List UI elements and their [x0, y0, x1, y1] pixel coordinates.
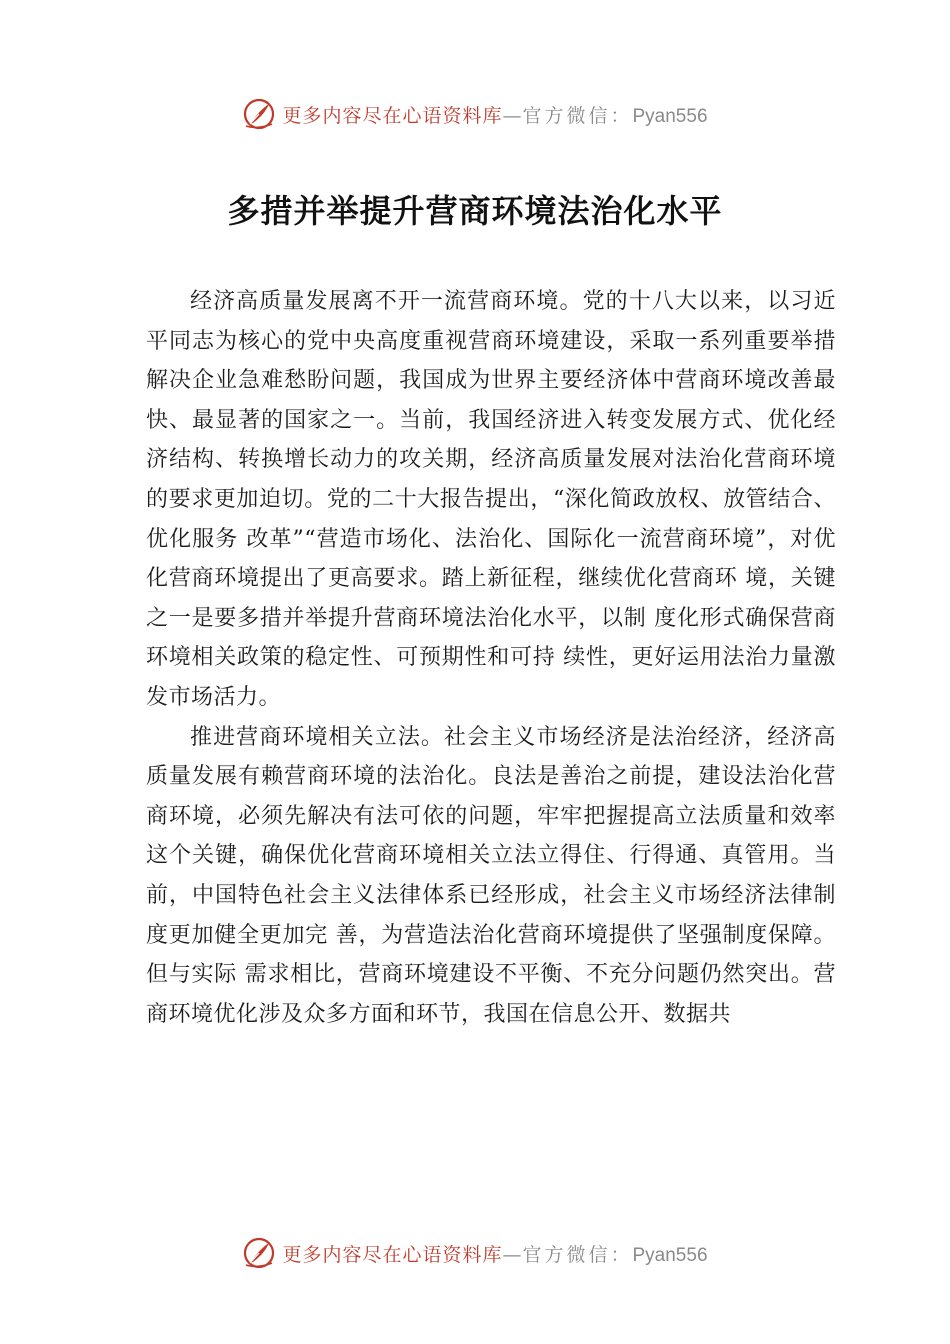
header-watermark [0, 94, 950, 134]
watermark-wechat-id: Pyan556 [632, 105, 708, 127]
watermark-text [282, 101, 707, 128]
quill-pen-logo-icon [242, 1236, 276, 1270]
watermark-wechat-id: Pyan556 [632, 1244, 708, 1266]
watermark-brand: 更多内容尽在心语资料库 [282, 104, 503, 127]
watermark-wechat-label: 官方微信： [522, 1243, 633, 1266]
watermark-brand: 更多内容尽在心语资料库 [282, 1243, 503, 1266]
quill-pen-logo-icon [242, 97, 276, 131]
paragraph-legislation: 推进营商环境相关立法。社会主义市场经济是法治经济，经济高质量发展有赖营商环境的法治化。良法是善治之前提，建设法治化营商环境，必须先解决有法可依的问题，牢牢把握提高立法质量和效率这个关键，确保优化营商环境相关立法立得住、行得通、真管用。当前，中国特色社会主义法律体系已经形成，社会主义市场经济法律制度更加健全更加完 善，为营造法治化营商环境提供了坚强制度保障。但与实际 需求相比，营商环境建设不平衡、不充分问题仍然突出。营 商环境优化涉及众多方面和环节，我国在信息公开、数据共 [146, 724, 836, 1027]
watermark-dash: — [502, 1243, 523, 1266]
footer-watermark [0, 1233, 950, 1273]
watermark-dash: — [502, 104, 523, 127]
paragraph-intro: 经济高质量发展离不开一流营商环境。党的十八大以来，以习近平同志为核心的党中央高度重视营商环境建设，采取一系列重要举措解决企业急难愁盼问题，我国成为世界主要经济体中营商环境改善最快、最显著的国家之一。当前，我国经济进入转变发展方式、优化经济结构、转换增长动力的攻关期，经济高质量发展对法治化营商环境的要求更加迫切。党的二十大报告提出，“深化简政放权、放管结合、优化服务 改革”“营造市场化、法治化、国际化一流营商环境”，对优 化营商环境提出了更高要求。踏上新征程，继续优化营商环 境，关键之一是要多措并举提升营商环境法治化水平，以制 度化形式确保营商环境相关政策的稳定性、可预期性和可持 续性，更好运用法治力量激发市场活力。 [146, 289, 836, 710]
document-body [146, 282, 836, 1034]
watermark-wechat-label: 官方微信： [522, 104, 633, 127]
watermark-text [282, 1240, 707, 1267]
document-title: 多措并举提升营商环境法治化水平 [227, 192, 723, 230]
